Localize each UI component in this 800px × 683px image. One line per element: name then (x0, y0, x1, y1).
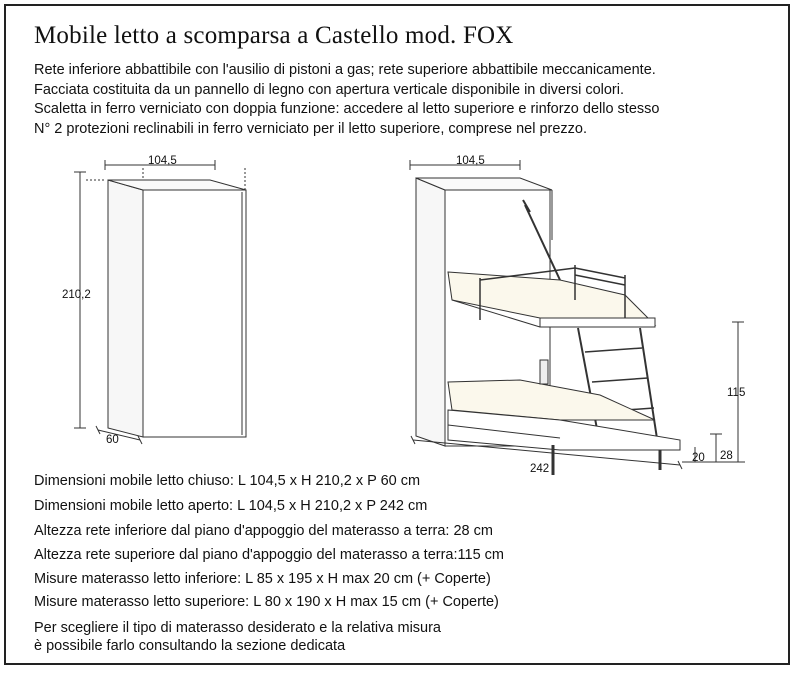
description-line-2: Facciata costituita da un pannello di legno con apertura verticale disponibile in diversi colori. (34, 82, 625, 98)
open-width-label: 104,5 (456, 155, 485, 167)
lower-height-label: 28 (720, 450, 733, 462)
spec-upper-mattress: Misure materasso letto superiore: L 80 x 190 x H max 15 cm (+ Coperte) (34, 594, 499, 610)
leg-height-label: 20 (692, 452, 705, 464)
open-bunk-drawing (410, 160, 745, 475)
note-line-2: è possibile farlo consultando la sezione dedicata (34, 638, 346, 654)
spec-open-dimensions: Dimensioni mobile letto aperto: L 104,5 x H 210,2 x P 242 cm (34, 498, 428, 514)
spec-lower-bed-height: Altezza rete inferiore dal piano d'appoggio del materasso a terra: 28 cm (34, 523, 493, 539)
spec-lower-mattress: Misure materasso letto inferiore: L 85 x 195 x H max 20 cm (+ Coperte) (34, 571, 491, 587)
description-line-1: Rete inferiore abbattibile con l'ausilio di pistoni a gas; rete superiore abbattibile meccanicamente. (34, 62, 656, 78)
closed-width-label: 104,5 (148, 155, 177, 167)
upper-height-label: 115 (727, 387, 746, 399)
page-title: Mobile letto a scomparsa a Castello mod. FOX (34, 22, 514, 49)
closed-cabinet-drawing (74, 160, 246, 444)
spec-upper-bed-height: Altezza rete superiore dal piano d'appoggio del materasso a terra:115 cm (34, 547, 504, 563)
closed-height-label: 210,2 (62, 289, 91, 301)
note-line-1: Per scegliere il tipo di materasso desiderato e la relativa misura (34, 620, 441, 636)
description-line-3: Scaletta in ferro verniciato con doppia funzione: accedere al letto superiore e rinforzo dello stesso (34, 101, 660, 117)
spec-closed-dimensions: Dimensioni mobile letto chiuso: L 104,5 x H 210,2 x P 60 cm (34, 473, 421, 489)
description-line-4: N° 2 protezioni reclinabili in ferro verniciato per il letto superiore, comprese nel prezzo. (34, 121, 588, 137)
closed-depth-label: 60 (106, 434, 119, 446)
open-depth-label: 242 (530, 463, 550, 475)
